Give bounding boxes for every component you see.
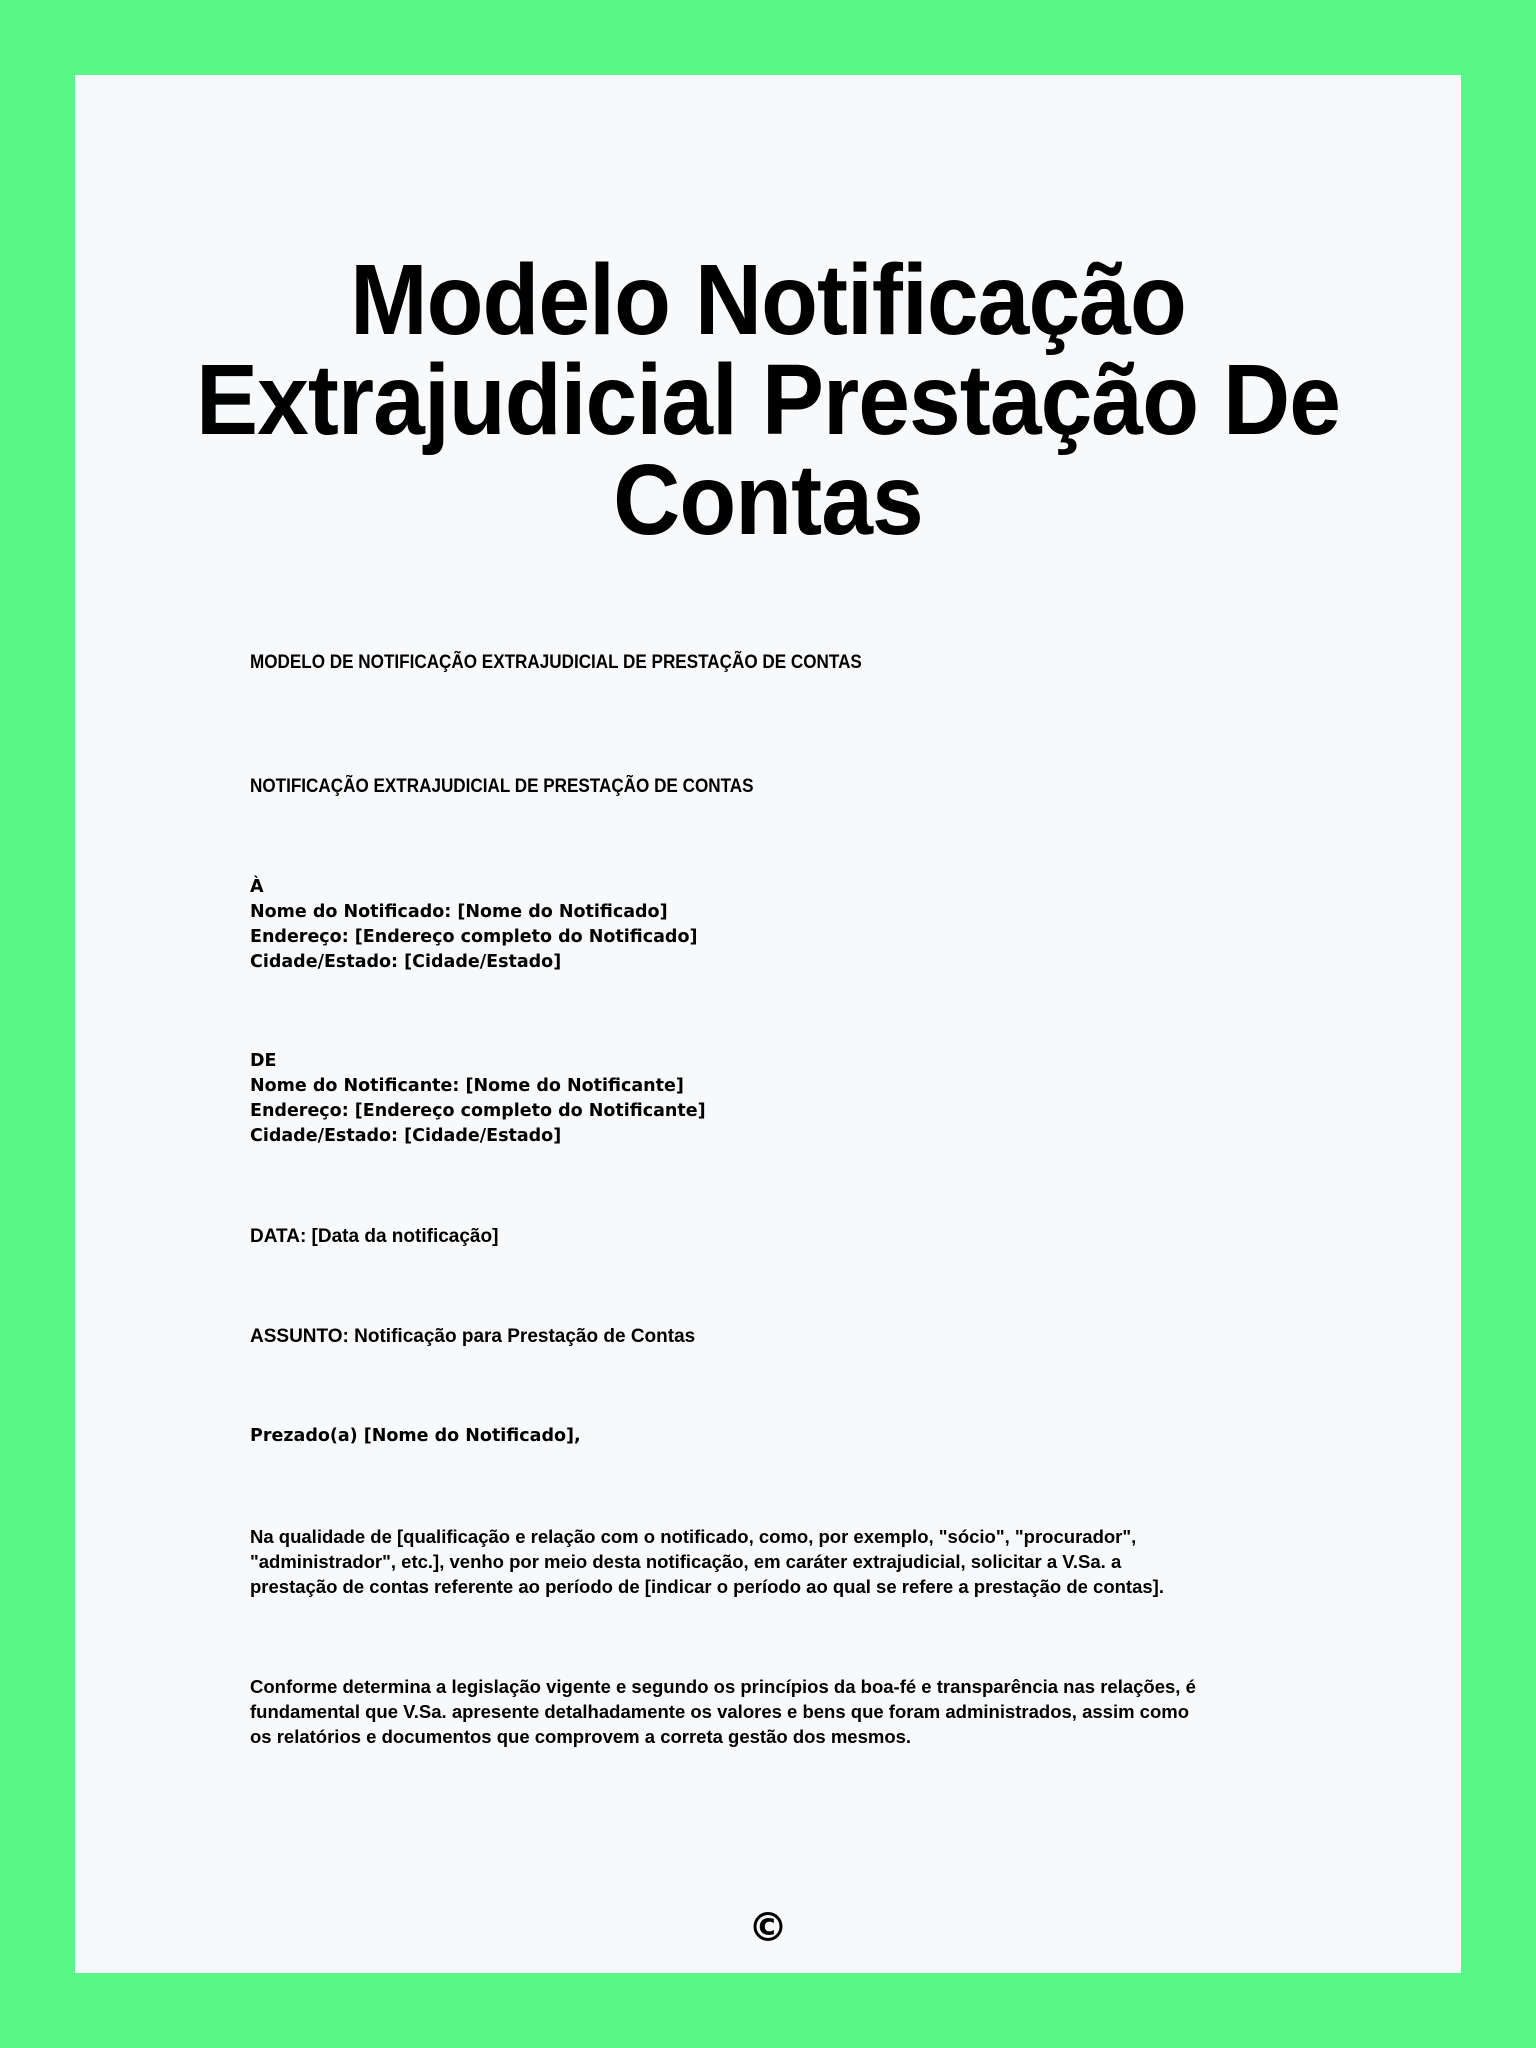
date-line: DATA: [Data da notificação] (250, 1226, 499, 1247)
paragraph-1-line-3: prestação de contas referente ao período de [indicar o período ao qual se refere a prestação de contas]. (250, 1576, 1164, 1597)
paragraph-1 (250, 1524, 1310, 1599)
sender-label: DE (250, 1051, 277, 1071)
paragraph-1-line-1: Na qualidade de [qualificação e relação com o notificado, como, por exemplo, "sócio", "procurador", (250, 1526, 1137, 1547)
sender-block (250, 1049, 1310, 1149)
copyright-icon: © (748, 1905, 788, 1951)
paragraph-2 (250, 1674, 1310, 1749)
document-title (54, 244, 1482, 556)
title-line-2: Extrajudicial Prestação De (195, 344, 1341, 456)
heading-main-text: MODELO DE NOTIFICAÇÃO EXTRAJUDICIAL DE PRESTAÇÃO DE CONTAS (250, 652, 862, 673)
recipient-city-state: Cidade/Estado: [Cidade/Estado] (250, 952, 562, 972)
recipient-block (250, 875, 1310, 975)
paragraph-2-line-2: fundamental que V.Sa. apresente detalhadamente os valores e bens que foram administrados, assim como (250, 1701, 1190, 1722)
sender-name: Nome do Notificante: [Nome do Notificante] (250, 1076, 684, 1096)
title-line-3: Contas (613, 444, 923, 556)
subject-line: ASSUNTO: Notificação para Prestação de Contas (250, 1326, 696, 1347)
heading-sub (250, 774, 1204, 799)
heading-main (250, 650, 1204, 675)
salutation-line: Prezado(a) [Nome do Notificado], (250, 1426, 581, 1446)
title-line-1: Modelo Notificação (350, 244, 1186, 356)
paragraph-2-line-3: os relatórios e documentos que comprovem a correta gestão dos mesmos. (250, 1726, 912, 1747)
recipient-label: À (250, 877, 264, 897)
sender-city-state: Cidade/Estado: [Cidade/Estado] (250, 1126, 562, 1146)
date-block (250, 1224, 1310, 1249)
paragraph-2-line-1: Conforme determina a legislação vigente e segundo os princípios da boa-fé e transparência nas relações, é (250, 1676, 1196, 1697)
sender-address: Endereço: [Endereço completo do Notificante] (250, 1101, 706, 1121)
paragraph-1-line-2: "administrador", etc.], venho por meio desta notificação, em caráter extrajudicial, solicitar a V.Sa. a (250, 1551, 1122, 1572)
heading-sub-text: NOTIFICAÇÃO EXTRAJUDICIAL DE PRESTAÇÃO DE CONTAS (250, 776, 754, 797)
recipient-name: Nome do Notificado: [Nome do Notificado] (250, 902, 668, 922)
subject-block (250, 1324, 1310, 1349)
salutation-block (250, 1424, 1310, 1449)
recipient-address: Endereço: [Endereço completo do Notificado] (250, 927, 698, 947)
